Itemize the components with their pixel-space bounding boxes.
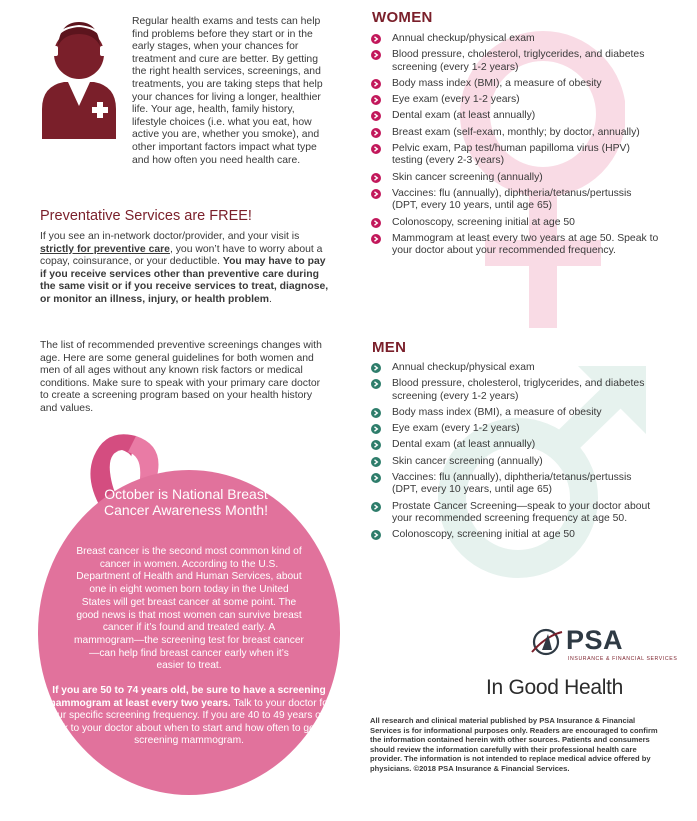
men-item-text: Body mass index (BMI), a measure of obesity xyxy=(392,406,602,418)
chevron-right-icon xyxy=(371,408,381,418)
women-item-text: Colonoscopy, screening initial at age 50 xyxy=(392,216,575,228)
women-item-text: Vaccines: flu (annually), diphtheria/tetanus/pertussis (DPT, every 10 years, until age 65) xyxy=(392,187,632,212)
chevron-right-icon xyxy=(371,363,381,373)
women-item-text: Mammogram at least every two years at age 50. Speak to your doctor about your recommended frequency. xyxy=(392,232,659,257)
preventive-text-a: If you see an in-network doctor/provider, and your visit is xyxy=(40,231,300,242)
psa-subtitle: INSURANCE & FINANCIAL SERVICES xyxy=(568,656,678,662)
chevron-right-icon xyxy=(371,218,381,228)
men-list-item xyxy=(370,456,660,468)
chevron-right-icon xyxy=(371,502,381,512)
chevron-right-icon xyxy=(371,234,381,244)
preventive-title: Preventative Services are FREE! xyxy=(40,208,252,224)
psa-wordmark: PSA xyxy=(566,625,624,655)
women-list-item xyxy=(370,188,660,213)
mammogram-advice-text: Talk to your doctor for your specific screening frequency. If you are 40 to 49 years old, talk to your doctor about when to start and how often to get a screening mammogram. xyxy=(46,697,332,747)
women-list-item xyxy=(370,94,660,106)
chevron-right-icon xyxy=(371,473,381,483)
women-item-text: Body mass index (BMI), a measure of obesity xyxy=(392,77,602,89)
mammogram-bold: If you are 50 to 74 years old, be sure to have a screening mammogram at least every two years. xyxy=(46,685,326,709)
preventive-text-end: . xyxy=(269,293,272,305)
men-item-text: Annual checkup/physical exam xyxy=(392,362,535,373)
chevron-right-icon xyxy=(371,530,381,540)
chevron-right-icon xyxy=(371,79,381,89)
guidelines-paragraph: The list of recommended preventive screenings changes with age. Here are some general guidelines for both women and men of all ages without any known risk factors or medical conditions. Make sure to speak with your primary care doctor to create a screening program based on your health history and values. xyxy=(40,340,322,414)
disclaimer: All research and clinical material published by PSA Insurance & Financial Services is for informational purposes only. Readers are encouraged to confirm the information contained herein with other sources. Patients and consumers should review the information carefully with their professional health care provider. The information is not intended to replace medical advice offered by physicians. ©2018 PSA Insurance & Financial Services. xyxy=(370,716,658,773)
men-list-item xyxy=(370,423,660,435)
men-list-item xyxy=(370,439,660,451)
men-list-item xyxy=(370,501,660,526)
breast-cancer-title: October is National Breast Cancer Awareness Month! xyxy=(104,486,268,518)
women-item-text: Dental exam (at least annually) xyxy=(392,110,536,122)
chevron-right-icon xyxy=(371,189,381,199)
women-list-item xyxy=(370,172,660,184)
women-list-item xyxy=(370,143,660,168)
men-item-text: Dental exam (at least annually) xyxy=(392,439,536,451)
preventive-underlined: strictly for preventive care xyxy=(40,243,170,255)
men-item-text: Colonoscopy, screening initial at age 50 xyxy=(392,529,575,541)
intro-paragraph xyxy=(40,16,330,167)
men-list-item xyxy=(370,378,660,403)
men-title: MEN xyxy=(372,339,407,356)
mammogram-advice xyxy=(46,685,332,748)
men-list-item xyxy=(370,529,660,541)
breast-cancer-body xyxy=(38,546,340,673)
chevron-right-icon xyxy=(371,173,381,183)
in-good-health-tagline: In Good Health xyxy=(486,676,624,699)
icon-spacer xyxy=(40,16,132,156)
women-item-text: Annual checkup/physical exam xyxy=(392,33,535,44)
women-list-item xyxy=(370,233,660,258)
women-item-text: Pelvic exam, Pap test/human papilloma virus (HPV) testing (every 2-3 years) xyxy=(392,143,630,167)
men-item-text: Prostate Cancer Screening—speak to your doctor about your recommended screening frequency at age 50. xyxy=(392,500,651,524)
men-list-item xyxy=(370,472,660,497)
men-item-text: Skin cancer screening (annually) xyxy=(392,455,543,467)
women-item-text: Skin cancer screening (annually) xyxy=(392,171,543,183)
chevron-right-icon xyxy=(371,379,381,389)
preventive-paragraph xyxy=(40,231,330,307)
chevron-right-icon xyxy=(371,95,381,105)
intro-text: Regular health exams and tests can help find problems before they start or in the early stages, when your chances for treatment and cure are better. By getting the right health services, screenings, and treatments, you are taking steps that help your chances for living a longer, healthier life. Your age, health, family history, lifestyle choices (i.e. what you eat, how active you are, whether you smoke), and other important factors impact what type and how often you need health care. xyxy=(132,16,323,166)
men-list-item xyxy=(370,407,660,419)
women-list-item xyxy=(370,127,660,139)
chevron-right-icon xyxy=(371,424,381,434)
chevron-right-icon xyxy=(371,440,381,450)
women-list xyxy=(370,33,660,257)
women-list-item xyxy=(370,49,660,74)
chevron-right-icon xyxy=(371,457,381,467)
women-item-text: Eye exam (every 1-2 years) xyxy=(392,94,520,106)
chevron-right-icon xyxy=(371,128,381,138)
women-item-text: Blood pressure, cholesterol, triglycerides, and diabetes screening (every 1-2 years) xyxy=(392,49,645,73)
men-item-text: Vaccines: flu (annually), diphtheria/tetanus/pertussis (DPT, every 10 years, until age 65) xyxy=(392,472,632,496)
women-title: WOMEN xyxy=(372,9,433,26)
preventive-bold: You may have to pay if you receive services other than preventive care during the same visit or if you receive services to treat, diagnose, or monitor an illness, injury, or health problem xyxy=(40,256,329,305)
women-list-item xyxy=(370,217,660,229)
men-list-item xyxy=(370,362,660,374)
chevron-right-icon xyxy=(371,34,381,44)
men-item-text: Blood pressure, cholesterol, triglycerides, and diabetes screening (every 1-2 years) xyxy=(392,378,645,402)
women-item-text: Breast exam (self-exam, monthly; by doctor, annually) xyxy=(392,126,640,138)
breast-cancer-text: Breast cancer is the second most common kind of cancer in women. According to the U.S. Department of Health and Human Services, about one in eight women born today in the United States will get breast cancer at some point. The good news is that most women can survive breast cancer if it’s found and treated early. A mammogram—the screening test for breast cancer—can help find breast cancer early when it’s easier to treat. xyxy=(74,546,304,672)
preventive-text-b: , you won’t have to worry about a copay, coinsurance, or your deductible. xyxy=(40,243,323,268)
men-list xyxy=(370,362,660,542)
chevron-right-icon xyxy=(371,50,381,60)
women-list-item xyxy=(370,78,660,90)
chevron-right-icon xyxy=(371,111,381,121)
men-item-text: Eye exam (every 1-2 years) xyxy=(392,423,520,435)
women-list-item xyxy=(370,110,660,122)
women-list-item xyxy=(370,33,660,45)
chevron-right-icon xyxy=(371,144,381,154)
